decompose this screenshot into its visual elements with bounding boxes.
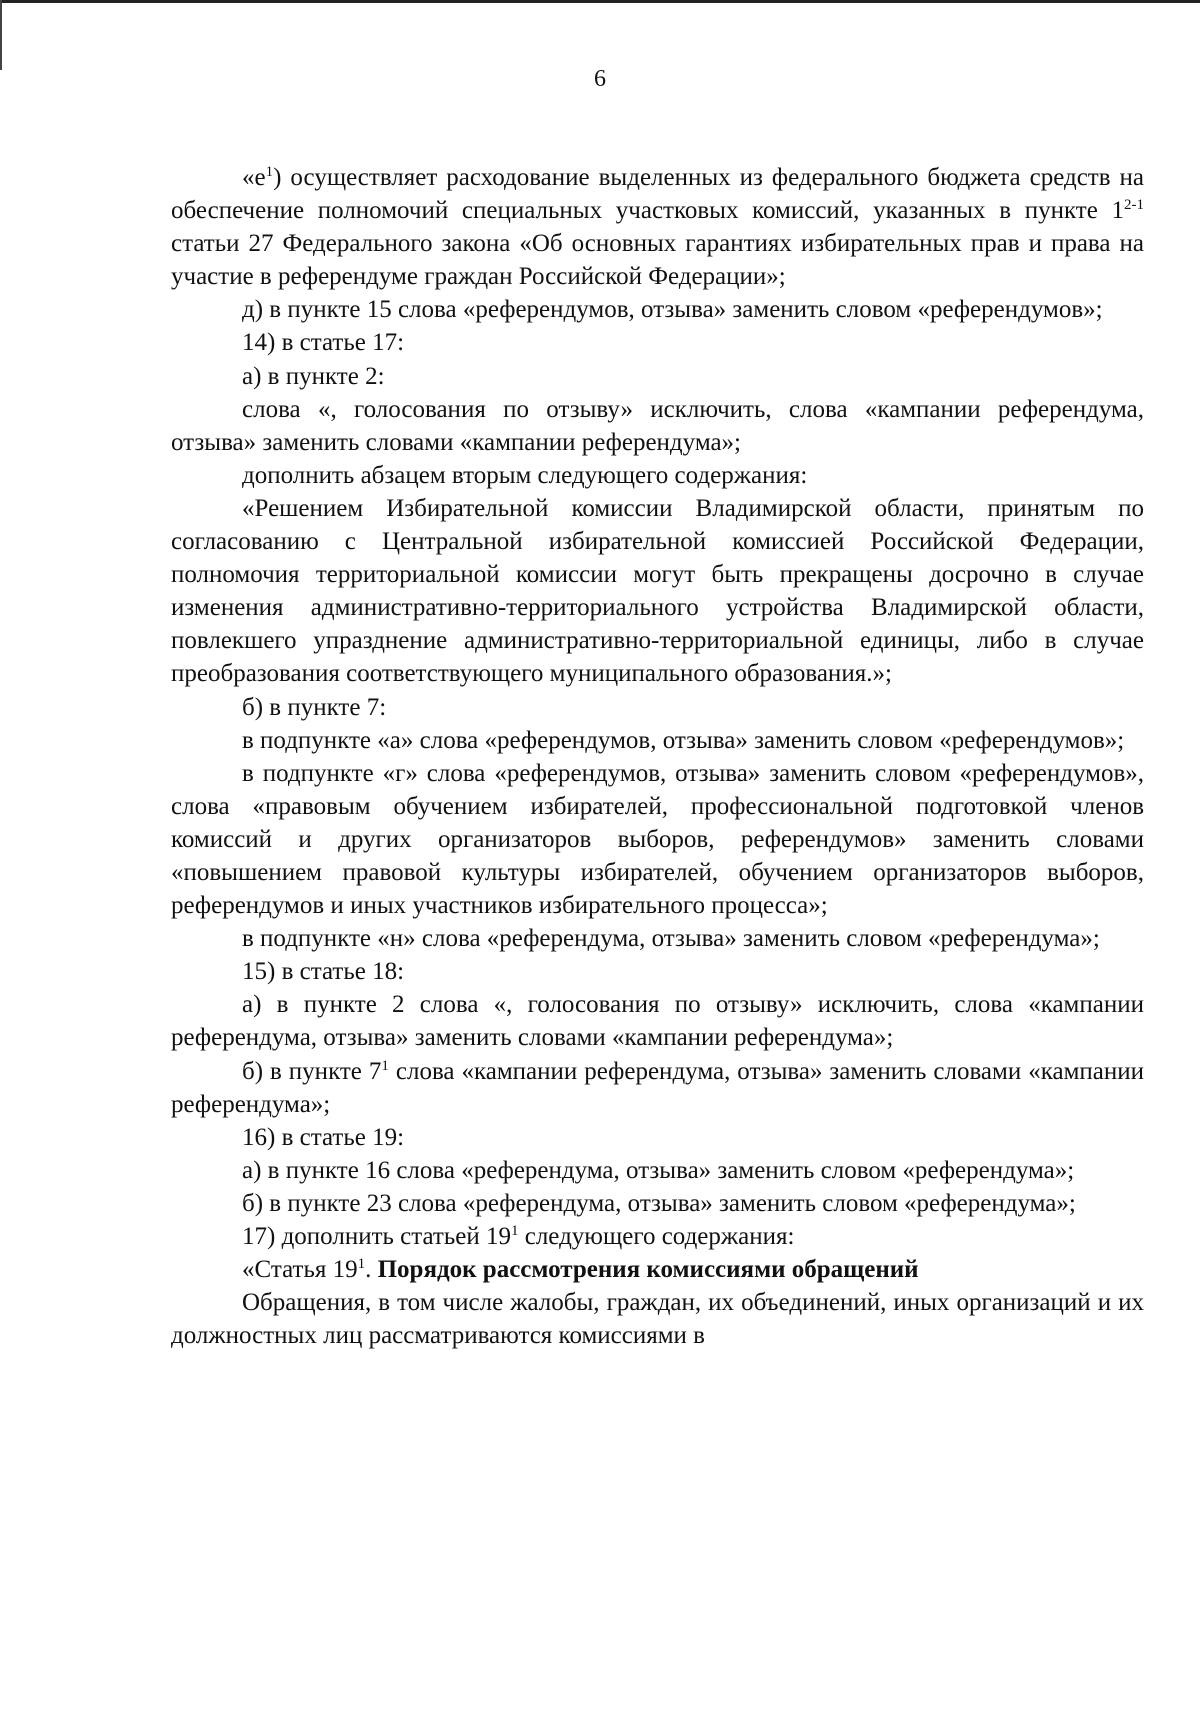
paragraph [171, 691, 1144, 724]
text-run: следующего содержания: [518, 1223, 795, 1250]
text-run: б) в пункте 23 слова «референдума, отзыва» заменить словом «референдума»; [242, 1189, 1076, 1217]
text-run: слова «кампании референдума, отзыва» заменить словами «кампании референдума»; [171, 1057, 1144, 1118]
text-run: а) в пункте 2: [242, 362, 385, 390]
text-run: «е [242, 164, 266, 191]
text-run: Обращения, в том числе жалобы, граждан, их объединений, иных организаций и их должностных лиц рассматриваются комиссиями в [171, 1289, 1144, 1350]
scan-left-edge-line [0, 0, 2, 70]
text-run: ) осуществляет расходование выделенных из федерального бюджета средств на обеспечение полномочий специальных участковых комиссий, указанных в пункте 1 [171, 164, 1144, 225]
paragraph [171, 393, 1144, 459]
text-run: в подпункте «г» слова «референдумов, отзыва» заменить словом «референдумов», слова «правовым обучением избирателей, профессиональной подготовкой членов комиссий и других организаторов выборов, референдумов» заменить словами «повышением правовой культуры избирателей, обучением организаторов выборов, референдумов и иных участников избирательного процесса»; [171, 759, 1144, 920]
text-run: . [365, 1256, 378, 1284]
paragraph [171, 1121, 1144, 1154]
paragraph [171, 955, 1144, 988]
document-body [171, 161, 1144, 1352]
text-run: 14) в статье 17: [242, 329, 405, 357]
paragraph [171, 1187, 1144, 1220]
paragraph [171, 1154, 1144, 1187]
text-run: слова «, голосования по отзыву» исключить, слова «кампании референдума, отзыва» заменить словами «кампании референдума»; [171, 395, 1144, 456]
paragraph [171, 922, 1144, 955]
paragraph [171, 459, 1144, 492]
paragraph [171, 492, 1144, 691]
text-run: б) в пункте 7: [242, 693, 387, 721]
paragraph [171, 757, 1144, 922]
superscript: 1 [265, 164, 274, 180]
paragraph [171, 293, 1144, 326]
text-run: 15) в статье 18: [242, 958, 405, 986]
paragraph [171, 1286, 1144, 1352]
text-run: 16) в статье 19: [242, 1123, 405, 1151]
text-run: «Статья 19 [242, 1256, 358, 1284]
superscript: 1 [381, 1057, 389, 1074]
text-run: статьи 27 Федерального закона «Об основных гарантиях избирательных прав и права на участие в референдуме граждан Российской Федерации»; [171, 230, 1144, 291]
paragraph [171, 1253, 1144, 1286]
superscript: 1 [510, 1223, 519, 1239]
text-run: дополнить абзацем вторым следующего содержания: [242, 461, 808, 489]
superscript: 1 [357, 1256, 366, 1273]
paragraph [171, 360, 1144, 393]
paragraph [171, 1220, 1144, 1253]
text-run: б) в пункте 7 [242, 1057, 382, 1085]
paragraph [171, 1055, 1144, 1121]
text-run: 17) дополнить статьей 19 [242, 1223, 511, 1250]
text-run: «Решением Избирательной комиссии Владимирской области, принятым по согласованию с Центральной избирательной комиссией Российской Федерации, полномочия территориальной комиссии могут быть прекращены досрочно в случае изменения административно-территориального устройства Владимирской области, повлекшего упразднение административно-территориальной единицы, либо в случае преобразования соответствующего муниципального образования.»; [171, 494, 1144, 688]
paragraph [171, 161, 1144, 293]
paragraph [171, 724, 1144, 757]
text-run: а) в пункте 2 слова «, голосования по отзыву» исключить, слова «кампании референдума, отзыва» заменить словами «кампании референдума»; [171, 991, 1144, 1052]
text-run: в подпункте «а» слова «референдумов, отзыва» заменить словом «референдумов»; [242, 726, 1125, 754]
paragraph [171, 988, 1144, 1054]
bold-heading-text: Порядок рассмотрения комиссиями обращений [377, 1256, 919, 1284]
text-run: а) в пункте 16 слова «референдума, отзыва» заменить словом «референдума»; [242, 1156, 1075, 1184]
text-run: д) в пункте 15 слова «референдумов, отзыва» заменить словом «референдумов»; [242, 296, 1103, 324]
paragraph [171, 326, 1144, 359]
page-number: 6 [594, 66, 606, 92]
superscript: 2-1 [1124, 197, 1144, 214]
text-run: в подпункте «н» слова «референдума, отзыва» заменить словом «референдума»; [242, 925, 1100, 953]
scan-top-edge-line [0, 0, 1200, 3]
